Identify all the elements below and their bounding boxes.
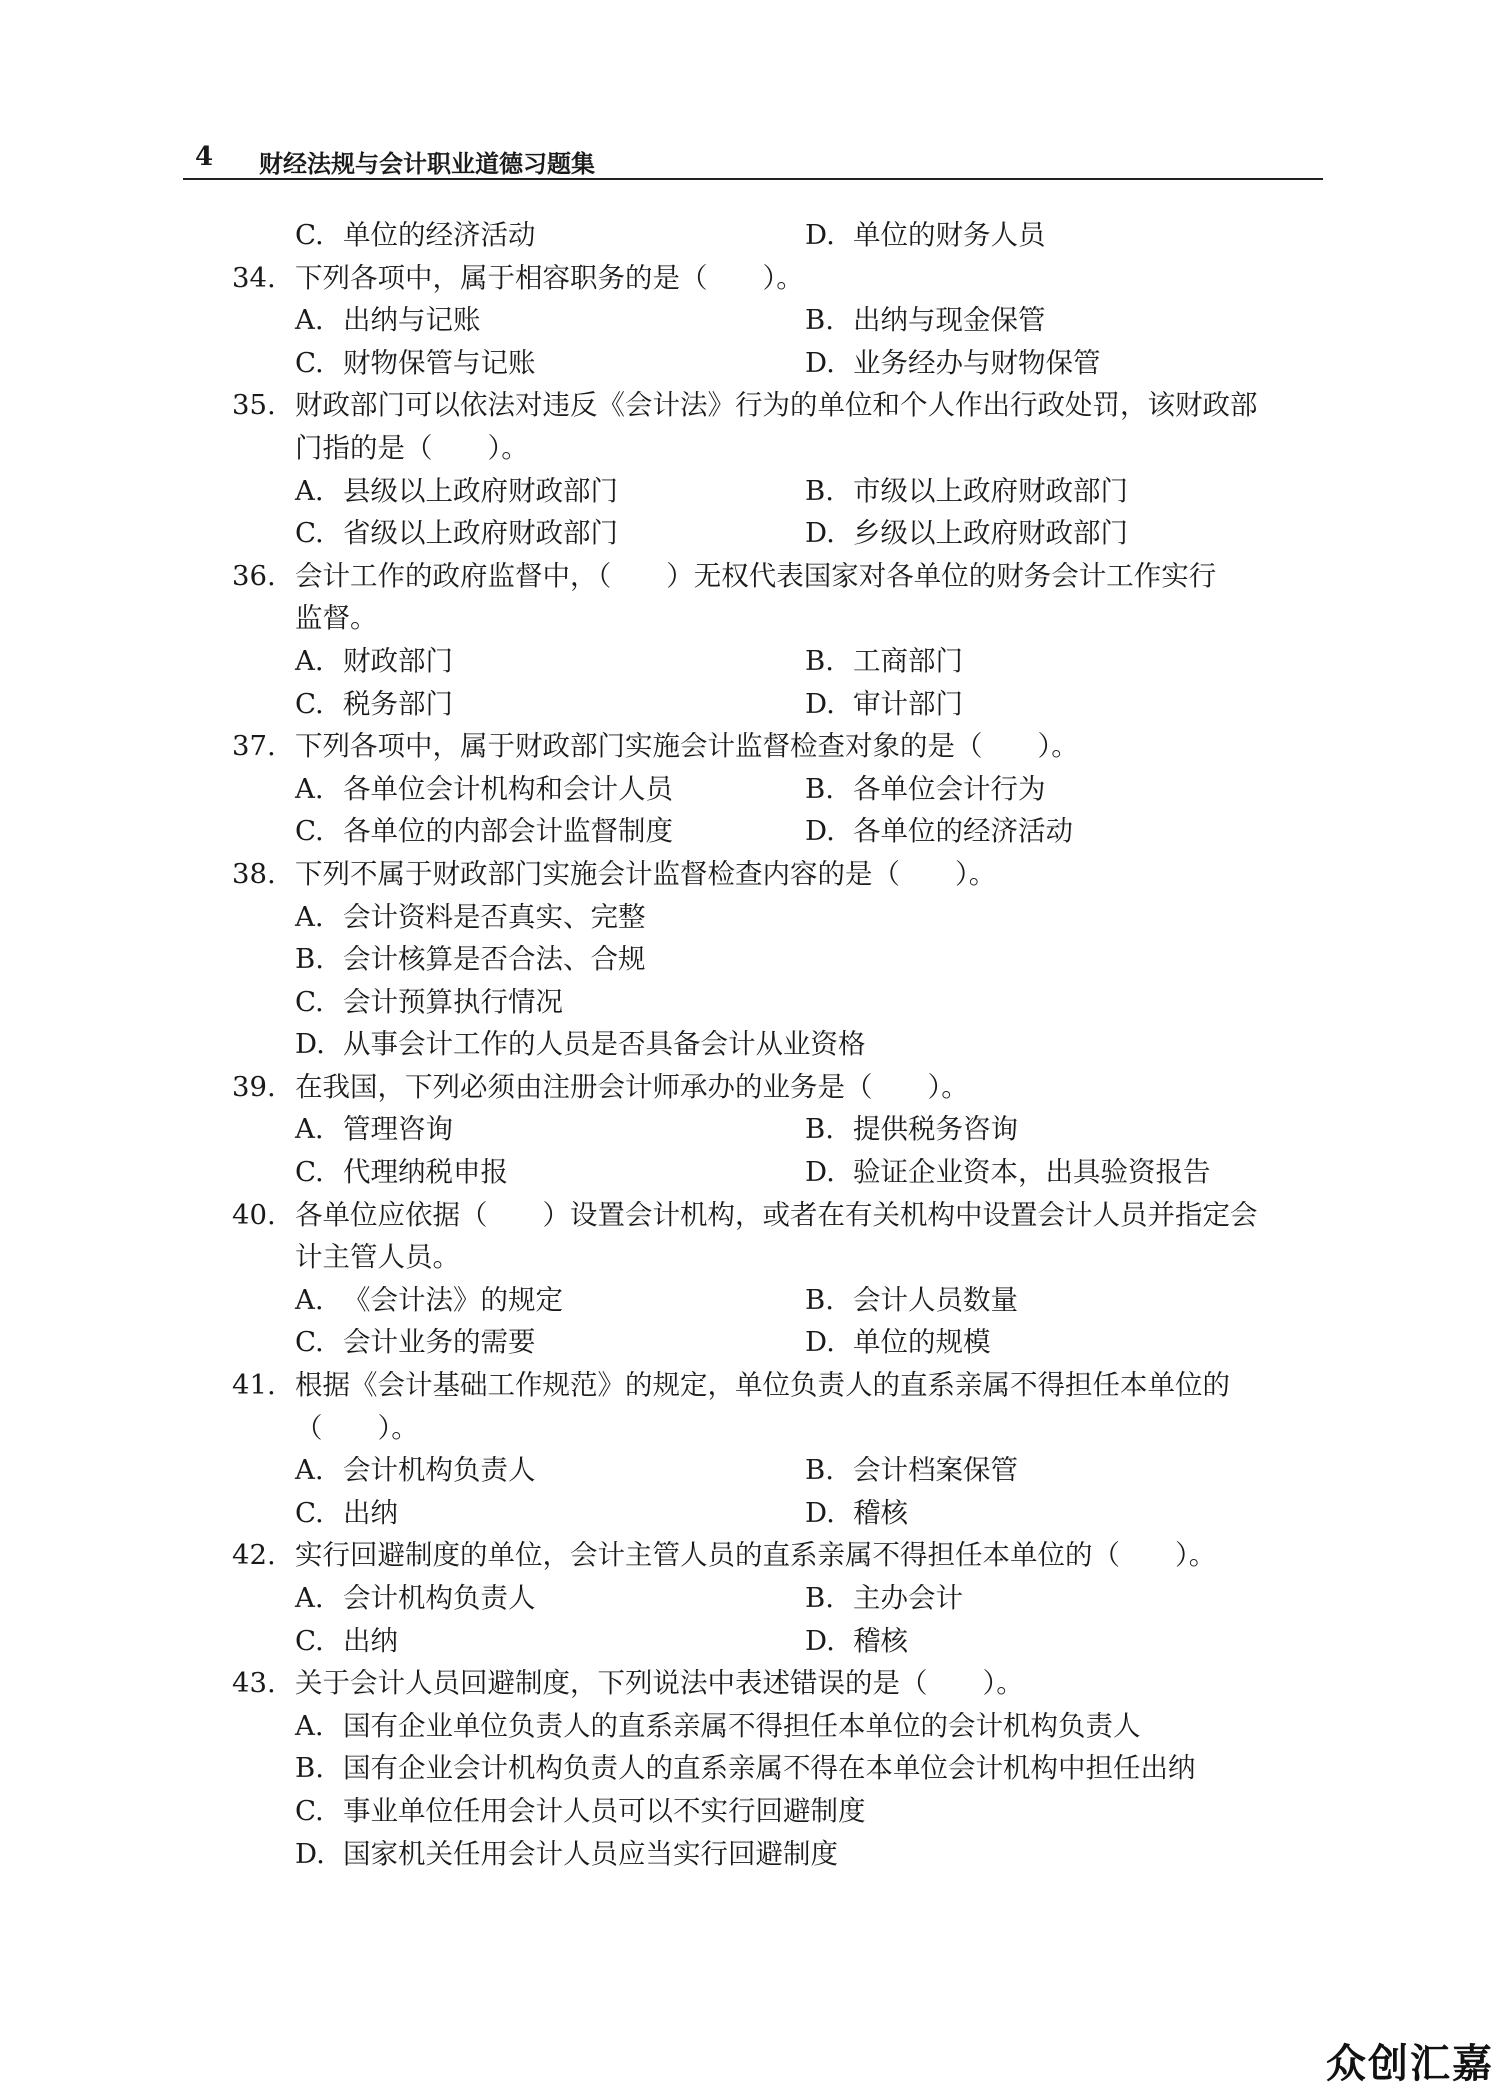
question-line: [232, 853, 1322, 896]
answer-option: [295, 299, 481, 342]
answer-option: [295, 810, 673, 853]
option-text: 单位的规模: [853, 1326, 991, 1359]
question-line: [232, 1364, 1322, 1407]
question-text: 根据《会计基础工作规范》的规定，单位负责人的直系亲属不得担任本单位的: [295, 1369, 1230, 1402]
book-title: 财经法规与会计职业道德习题集: [259, 150, 595, 178]
option-text: 财物保管与记账: [343, 346, 536, 379]
question-text: 各单位应依据（ ）设置会计机构，或者在有关机构中设置会计人员并指定会: [295, 1198, 1258, 1231]
option-row: [232, 1747, 1322, 1790]
answer-option: [295, 1577, 536, 1620]
question-line: [232, 725, 1322, 768]
question-line: [232, 1236, 1322, 1279]
option-label: B.: [805, 304, 834, 337]
question-number: 42.: [232, 1539, 276, 1572]
option-row: [232, 299, 1322, 342]
answer-option: [805, 768, 1046, 811]
option-row: [232, 683, 1322, 726]
option-text: 业务经办与财物保管: [853, 346, 1101, 379]
option-text: 会计预算执行情况: [343, 985, 563, 1018]
question-number: 39.: [232, 1070, 276, 1103]
header-rule: [183, 178, 1323, 180]
option-text: 国有企业单位负责人的直系亲属不得担任本单位的会计机构负责人: [343, 1709, 1141, 1742]
answer-option: [805, 214, 1046, 257]
option-row: [232, 1577, 1322, 1620]
answer-option: [295, 470, 618, 513]
answer-option: [295, 214, 536, 257]
option-row: [232, 1279, 1322, 1322]
option-label: B.: [805, 474, 834, 507]
answer-option: [805, 1577, 963, 1620]
question-text: 门指的是（ ）。: [295, 431, 529, 464]
option-text: 会计核算是否合法、合规: [343, 943, 646, 976]
question-number: 41.: [232, 1369, 276, 1402]
question-number: 43.: [232, 1667, 276, 1700]
question-number: 35.: [232, 389, 276, 422]
answer-option: [295, 1492, 398, 1535]
option-text: 会计资料是否真实、完整: [343, 900, 646, 933]
option-text: 从事会计工作的人员是否具备会计从业资格: [343, 1028, 866, 1061]
question-list: [232, 214, 1322, 1875]
option-row: [232, 1151, 1322, 1194]
question-line: [232, 427, 1322, 470]
question-number: 40.: [232, 1198, 276, 1231]
option-row: [232, 214, 1322, 257]
option-label: C.: [295, 985, 324, 1018]
answer-option: [805, 683, 963, 726]
question-number: 37.: [232, 730, 276, 763]
question-text: 下列各项中，属于相容职务的是（ ）。: [295, 261, 804, 294]
option-label: C.: [295, 687, 324, 720]
option-row: [232, 342, 1322, 385]
answer-option: [295, 1747, 1196, 1790]
question-line: [232, 1662, 1322, 1705]
option-text: 乡级以上政府财政部门: [853, 517, 1128, 550]
option-label: B.: [295, 1752, 324, 1785]
option-label: D.: [805, 219, 835, 251]
option-label: A.: [295, 900, 324, 933]
option-label: D.: [805, 1326, 835, 1359]
answer-option: [295, 896, 646, 939]
answer-option: [295, 768, 673, 811]
option-row: [232, 1492, 1322, 1535]
option-label: B.: [805, 644, 834, 677]
option-label: A.: [295, 1582, 324, 1614]
question-text: （ ）。: [295, 1411, 419, 1444]
option-text: 县级以上政府财政部门: [343, 474, 618, 507]
option-label: C.: [295, 219, 324, 251]
question-text: 计主管人员。: [295, 1241, 460, 1274]
question-number: 38.: [232, 857, 276, 890]
option-text: 单位的经济活动: [343, 219, 536, 251]
option-label: C.: [295, 1326, 324, 1359]
option-label: A.: [295, 1709, 324, 1742]
question-line: [232, 1194, 1322, 1237]
option-row: [232, 768, 1322, 811]
answer-option: [805, 299, 1046, 342]
question-number: 36.: [232, 559, 276, 592]
option-label: D.: [805, 517, 835, 550]
question-line: [232, 257, 1322, 300]
option-row: [232, 640, 1322, 683]
answer-option: [805, 1108, 1018, 1151]
option-text: 省级以上政府财政部门: [343, 517, 618, 550]
option-text: 出纳: [343, 1496, 398, 1529]
option-text: 出纳: [343, 1624, 398, 1657]
answer-option: [295, 1705, 1141, 1748]
option-text: 国有企业会计机构负责人的直系亲属不得在本单位会计机构中担任出纳: [343, 1752, 1196, 1785]
option-label: C.: [295, 1156, 324, 1189]
answer-option: [805, 512, 1128, 555]
answer-option: [805, 640, 963, 683]
answer-option: [295, 512, 618, 555]
question-text: 下列各项中，属于财政部门实施会计监督检查对象的是（ ）。: [295, 730, 1079, 763]
option-label: C.: [295, 346, 324, 379]
question-text: 财政部门可以依法对违反《会计法》行为的单位和个人作出行政处罚，该财政部: [295, 389, 1258, 422]
answer-option: [295, 938, 646, 981]
page-number: 4: [195, 142, 214, 172]
option-text: 工商部门: [853, 644, 963, 677]
option-label: D.: [805, 1156, 835, 1189]
option-text: 各单位的内部会计监督制度: [343, 815, 673, 848]
option-text: 提供税务咨询: [853, 1113, 1018, 1146]
option-text: 各单位会计机构和会计人员: [343, 772, 673, 805]
option-row: [232, 1620, 1322, 1663]
option-text: 主办会计: [853, 1582, 963, 1614]
option-text: 审计部门: [853, 687, 963, 720]
answer-option: [295, 1321, 536, 1364]
option-label: A.: [295, 474, 324, 507]
answer-option: [805, 810, 1073, 853]
answer-option: [805, 1449, 1018, 1492]
option-row: [232, 1023, 1322, 1066]
option-row: [232, 1833, 1322, 1876]
option-text: 稽核: [853, 1496, 908, 1529]
option-label: B.: [805, 1582, 834, 1614]
option-text: 税务部门: [343, 687, 453, 720]
option-label: C.: [295, 1496, 324, 1529]
option-text: 国家机关任用会计人员应当实行回避制度: [343, 1837, 838, 1870]
option-row: [232, 1449, 1322, 1492]
option-label: C.: [295, 1624, 324, 1657]
option-text: 验证企业资本，出具验资报告: [853, 1156, 1211, 1189]
option-row: [232, 981, 1322, 1024]
option-text: 单位的财务人员: [853, 219, 1046, 251]
option-text: 管理咨询: [343, 1113, 453, 1146]
option-row: [232, 938, 1322, 981]
option-row: [232, 896, 1322, 939]
answer-option: [295, 640, 453, 683]
watermark-logo: 众创汇嘉: [1326, 2041, 1494, 2087]
option-label: D.: [805, 1624, 835, 1657]
option-text: 会计机构负责人: [343, 1582, 536, 1614]
answer-option: [295, 1108, 453, 1151]
option-label: A.: [295, 772, 324, 805]
answer-option: [805, 1279, 1018, 1322]
question-text: 关于会计人员回避制度，下列说法中表述错误的是（ ）。: [295, 1667, 1024, 1700]
answer-option: [295, 1833, 838, 1876]
answer-option: [295, 981, 563, 1024]
option-text: 会计人员数量: [853, 1283, 1018, 1316]
answer-option: [805, 470, 1128, 513]
answer-option: [295, 1023, 866, 1066]
answer-option: [805, 1492, 908, 1535]
option-row: [232, 810, 1322, 853]
option-text: 出纳与现金保管: [853, 304, 1046, 337]
option-label: A.: [295, 1113, 324, 1146]
answer-option: [805, 1620, 908, 1663]
option-label: D.: [805, 687, 835, 720]
option-row: [232, 512, 1322, 555]
question-text: 下列不属于财政部门实施会计监督检查内容的是（ ）。: [295, 857, 997, 890]
answer-option: [805, 1321, 991, 1364]
option-row: [232, 1705, 1322, 1748]
option-label: C.: [295, 815, 324, 848]
question-text: 实行回避制度的单位，会计主管人员的直系亲属不得担任本单位的（ ）。: [295, 1539, 1217, 1572]
question-line: [232, 597, 1322, 640]
option-label: B.: [805, 1454, 834, 1487]
option-row: [232, 1321, 1322, 1364]
option-label: B.: [295, 943, 324, 976]
answer-option: [295, 1790, 866, 1833]
question-text: 在我国，下列必须由注册会计师承办的业务是（ ）。: [295, 1070, 969, 1103]
option-label: D.: [295, 1028, 325, 1061]
question-line: [232, 1534, 1322, 1577]
option-label: A.: [295, 1283, 324, 1316]
option-row: [232, 1108, 1322, 1151]
option-text: 市级以上政府财政部门: [853, 474, 1128, 507]
option-label: D.: [805, 815, 835, 848]
question-text: 会计工作的政府监督中，（ ）无权代表国家对各单位的财务会计工作实行: [295, 559, 1217, 592]
option-text: 财政部门: [343, 644, 453, 677]
answer-option: [805, 1151, 1211, 1194]
option-label: C.: [295, 1794, 324, 1827]
option-text: 出纳与记账: [343, 304, 481, 337]
answer-option: [295, 1279, 563, 1322]
question-text: 监督。: [295, 602, 378, 635]
option-row: [232, 470, 1322, 513]
option-text: 各单位会计行为: [853, 772, 1046, 805]
answer-option: [295, 1449, 536, 1492]
question-line: [232, 1066, 1322, 1109]
question-line: [232, 1407, 1322, 1450]
option-label: A.: [295, 644, 324, 677]
option-text: 稽核: [853, 1624, 908, 1657]
answer-option: [295, 1151, 508, 1194]
option-row: [232, 1790, 1322, 1833]
answer-option: [295, 342, 536, 385]
option-text: 会计档案保管: [853, 1454, 1018, 1487]
option-label: B.: [805, 1113, 834, 1146]
question-line: [232, 555, 1322, 598]
option-label: B.: [805, 772, 834, 805]
question-line: [232, 384, 1322, 427]
option-text: 代理纳税申报: [343, 1156, 508, 1189]
answer-option: [805, 342, 1101, 385]
option-text: 会计业务的需要: [343, 1326, 536, 1359]
option-label: B.: [805, 1283, 834, 1316]
option-label: D.: [295, 1837, 325, 1870]
option-label: A.: [295, 1454, 324, 1487]
question-number: 34.: [232, 261, 276, 294]
option-text: 《会计法》的规定: [343, 1283, 563, 1316]
answer-option: [295, 1620, 398, 1663]
option-label: C.: [295, 517, 324, 550]
option-text: 事业单位任用会计人员可以不实行回避制度: [343, 1794, 866, 1827]
option-label: D.: [805, 346, 835, 379]
page-header: [183, 138, 1323, 178]
option-text: 各单位的经济活动: [853, 815, 1073, 848]
option-text: 会计机构负责人: [343, 1454, 536, 1487]
answer-option: [295, 683, 453, 726]
option-label: A.: [295, 304, 324, 337]
option-label: D.: [805, 1496, 835, 1529]
